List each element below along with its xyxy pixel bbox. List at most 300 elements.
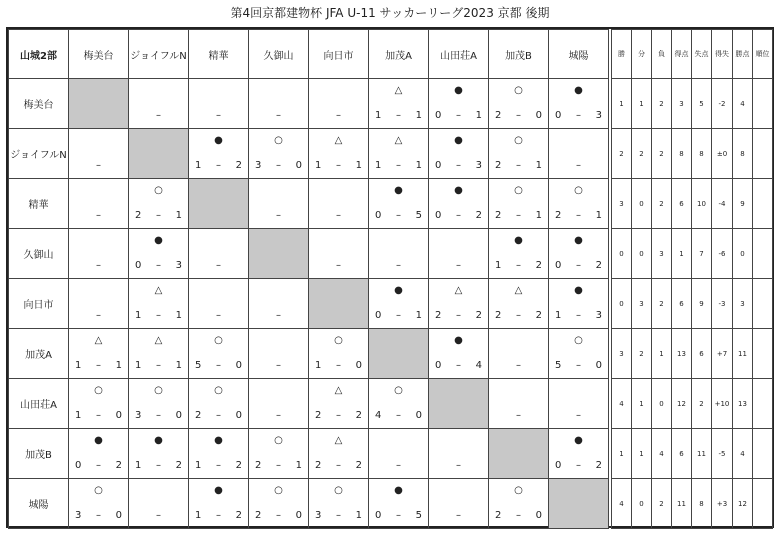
standings-row bbox=[612, 229, 773, 279]
stat-header: 勝点 bbox=[733, 30, 753, 79]
score-separator: – bbox=[456, 110, 461, 121]
stat-value: 11 bbox=[692, 429, 712, 479]
result-cell bbox=[429, 79, 489, 129]
score-for: 2 bbox=[195, 410, 202, 421]
result-symbol: ● bbox=[574, 85, 583, 96]
match-score bbox=[189, 360, 248, 371]
result-cell bbox=[129, 229, 189, 279]
matrix-row bbox=[9, 429, 609, 479]
score-separator: – bbox=[396, 210, 401, 221]
result-symbol: △ bbox=[394, 85, 403, 96]
result-symbol: ○ bbox=[514, 85, 523, 96]
result-cell bbox=[69, 379, 129, 429]
result-cell bbox=[429, 279, 489, 329]
result-symbol: △ bbox=[514, 285, 523, 296]
score-against: 2 bbox=[355, 410, 362, 421]
stat-value: ±0 bbox=[712, 129, 733, 179]
row-header-team: 城陽 bbox=[9, 479, 69, 529]
self-match-cell bbox=[69, 79, 129, 129]
no-match-dash: – bbox=[96, 310, 101, 321]
result-cell bbox=[489, 129, 549, 179]
score-for: 2 bbox=[315, 460, 322, 471]
result-cell bbox=[249, 179, 309, 229]
stat-value: 1 bbox=[612, 429, 632, 479]
result-cell bbox=[69, 229, 129, 279]
result-cell bbox=[489, 79, 549, 129]
result-cell bbox=[429, 429, 489, 479]
score-for: 0 bbox=[435, 360, 442, 371]
result-symbol: △ bbox=[454, 285, 463, 296]
standings-row bbox=[612, 379, 773, 429]
score-against: 2 bbox=[235, 510, 242, 521]
score-against: 0 bbox=[115, 510, 122, 521]
stat-value: +3 bbox=[712, 479, 733, 529]
no-match-dash: – bbox=[516, 360, 521, 371]
self-match-cell bbox=[429, 379, 489, 429]
result-cell bbox=[309, 429, 369, 479]
score-separator: – bbox=[516, 160, 521, 171]
score-for: 0 bbox=[375, 310, 382, 321]
result-cell bbox=[189, 279, 249, 329]
score-separator: – bbox=[516, 210, 521, 221]
stat-value: 0 bbox=[632, 179, 652, 229]
score-against: 2 bbox=[235, 460, 242, 471]
stat-value: 2 bbox=[632, 329, 652, 379]
result-cell bbox=[249, 279, 309, 329]
column-header-team: 向日市 bbox=[309, 30, 369, 79]
score-separator: – bbox=[456, 210, 461, 221]
result-cell bbox=[189, 129, 249, 179]
stat-value bbox=[753, 279, 773, 329]
score-separator: – bbox=[156, 460, 161, 471]
result-cell bbox=[189, 429, 249, 479]
score-separator: – bbox=[216, 510, 221, 521]
score-for: 1 bbox=[195, 510, 202, 521]
row-header-team: 加茂B bbox=[9, 429, 69, 479]
match-score bbox=[309, 460, 368, 471]
result-cell bbox=[249, 479, 309, 529]
matrix-row bbox=[9, 479, 609, 529]
match-score bbox=[309, 410, 368, 421]
score-against: 1 bbox=[175, 360, 182, 371]
self-match-cell bbox=[189, 179, 249, 229]
score-separator: – bbox=[456, 310, 461, 321]
result-symbol: ● bbox=[154, 435, 163, 446]
result-symbol: ● bbox=[394, 285, 403, 296]
score-against: 1 bbox=[415, 160, 422, 171]
score-for: 2 bbox=[495, 310, 502, 321]
result-cell bbox=[429, 179, 489, 229]
result-symbol: △ bbox=[154, 285, 163, 296]
stat-value: 8 bbox=[692, 479, 712, 529]
match-score bbox=[69, 360, 128, 371]
match-score bbox=[69, 460, 128, 471]
score-separator: – bbox=[336, 460, 341, 471]
score-for: 1 bbox=[75, 360, 82, 371]
stat-value: 3 bbox=[632, 279, 652, 329]
stat-value: 9 bbox=[692, 279, 712, 329]
matrix-row bbox=[9, 379, 609, 429]
result-cell bbox=[369, 129, 429, 179]
standings-row bbox=[612, 329, 773, 379]
score-for: 2 bbox=[135, 210, 142, 221]
score-for: 2 bbox=[315, 410, 322, 421]
match-score bbox=[129, 310, 188, 321]
matrix-row bbox=[9, 229, 609, 279]
stat-value: 3 bbox=[652, 229, 672, 279]
score-against: 0 bbox=[535, 510, 542, 521]
score-for: 1 bbox=[375, 160, 382, 171]
result-cell bbox=[549, 279, 609, 329]
match-score bbox=[549, 310, 608, 321]
score-against: 1 bbox=[295, 460, 302, 471]
no-match-dash: – bbox=[276, 210, 281, 221]
score-separator: – bbox=[456, 160, 461, 171]
result-cell bbox=[129, 179, 189, 229]
match-score bbox=[369, 210, 428, 221]
result-cell bbox=[429, 329, 489, 379]
match-score bbox=[489, 260, 548, 271]
result-cell bbox=[369, 379, 429, 429]
match-score bbox=[549, 210, 608, 221]
stat-value: 6 bbox=[692, 329, 712, 379]
result-cell bbox=[309, 479, 369, 529]
no-match-dash: – bbox=[96, 210, 101, 221]
stat-value bbox=[753, 129, 773, 179]
result-symbol: ● bbox=[154, 235, 163, 246]
match-score bbox=[69, 410, 128, 421]
no-match-dash: – bbox=[156, 110, 161, 121]
score-separator: – bbox=[576, 360, 581, 371]
score-for: 1 bbox=[555, 310, 562, 321]
result-symbol: ○ bbox=[514, 485, 523, 496]
stat-value bbox=[753, 329, 773, 379]
score-for: 3 bbox=[75, 510, 82, 521]
stat-value: 0 bbox=[652, 379, 672, 429]
score-against: 3 bbox=[595, 110, 602, 121]
score-against: 0 bbox=[295, 160, 302, 171]
stat-value: 3 bbox=[612, 179, 632, 229]
score-against: 5 bbox=[415, 510, 422, 521]
score-for: 2 bbox=[255, 510, 262, 521]
score-against: 2 bbox=[115, 460, 122, 471]
score-against: 0 bbox=[115, 410, 122, 421]
stat-value: 4 bbox=[652, 429, 672, 479]
score-against: 0 bbox=[355, 360, 362, 371]
score-against: 2 bbox=[535, 310, 542, 321]
score-separator: – bbox=[156, 310, 161, 321]
self-match-cell bbox=[549, 479, 609, 529]
no-match-dash: – bbox=[276, 110, 281, 121]
result-symbol: ● bbox=[394, 185, 403, 196]
result-cell bbox=[369, 429, 429, 479]
matrix-row bbox=[9, 79, 609, 129]
score-separator: – bbox=[216, 360, 221, 371]
result-cell bbox=[249, 429, 309, 479]
score-separator: – bbox=[516, 110, 521, 121]
result-cell bbox=[189, 329, 249, 379]
stat-value: 2 bbox=[632, 129, 652, 179]
score-for: 1 bbox=[375, 110, 382, 121]
stat-value: 3 bbox=[612, 329, 632, 379]
score-against: 2 bbox=[235, 160, 242, 171]
match-score bbox=[429, 210, 488, 221]
no-match-dash: – bbox=[216, 110, 221, 121]
result-symbol: ○ bbox=[514, 185, 523, 196]
score-for: 2 bbox=[495, 210, 502, 221]
stat-header: 順位 bbox=[753, 30, 773, 79]
match-score bbox=[249, 510, 308, 521]
stat-value: 2 bbox=[652, 129, 672, 179]
match-score bbox=[69, 510, 128, 521]
result-cell bbox=[309, 129, 369, 179]
result-symbol: ● bbox=[454, 135, 463, 146]
self-match-cell bbox=[369, 329, 429, 379]
stat-value: 1 bbox=[632, 379, 652, 429]
score-against: 1 bbox=[175, 310, 182, 321]
result-cell bbox=[549, 379, 609, 429]
match-score bbox=[429, 310, 488, 321]
score-separator: – bbox=[516, 260, 521, 271]
standings-row bbox=[612, 479, 773, 529]
stat-header: 勝 bbox=[612, 30, 632, 79]
standings-row bbox=[612, 279, 773, 329]
match-score bbox=[429, 160, 488, 171]
result-cell bbox=[549, 129, 609, 179]
score-against: 1 bbox=[115, 360, 122, 371]
match-score bbox=[549, 360, 608, 371]
stat-value: 4 bbox=[612, 479, 632, 529]
result-cell bbox=[129, 329, 189, 379]
score-separator: – bbox=[576, 260, 581, 271]
stat-value: 0 bbox=[733, 229, 753, 279]
score-separator: – bbox=[576, 110, 581, 121]
score-against: 2 bbox=[475, 210, 482, 221]
result-symbol: ○ bbox=[154, 185, 163, 196]
match-score bbox=[309, 360, 368, 371]
score-against: 2 bbox=[535, 260, 542, 271]
result-cell bbox=[309, 79, 369, 129]
stat-value: 2 bbox=[652, 479, 672, 529]
result-cell bbox=[309, 229, 369, 279]
score-against: 0 bbox=[235, 410, 242, 421]
result-cell bbox=[369, 179, 429, 229]
score-separator: – bbox=[576, 210, 581, 221]
match-score bbox=[369, 310, 428, 321]
result-cell bbox=[429, 129, 489, 179]
stat-value: 1 bbox=[652, 329, 672, 379]
score-for: 0 bbox=[375, 510, 382, 521]
result-symbol: △ bbox=[394, 135, 403, 146]
stat-value: 8 bbox=[672, 129, 692, 179]
score-against: 1 bbox=[595, 210, 602, 221]
match-score bbox=[489, 110, 548, 121]
row-header-team: 向日市 bbox=[9, 279, 69, 329]
stat-value: 0 bbox=[612, 279, 632, 329]
stat-value: 1 bbox=[672, 229, 692, 279]
row-header-team: 山田荘A bbox=[9, 379, 69, 429]
score-separator: – bbox=[396, 310, 401, 321]
match-score bbox=[489, 510, 548, 521]
match-score bbox=[129, 210, 188, 221]
no-match-dash: – bbox=[576, 160, 581, 171]
score-against: 1 bbox=[355, 510, 362, 521]
score-for: 0 bbox=[135, 260, 142, 271]
result-cell bbox=[309, 379, 369, 429]
result-cell bbox=[309, 179, 369, 229]
stat-value: 4 bbox=[733, 79, 753, 129]
score-against: 1 bbox=[355, 160, 362, 171]
stat-value: -2 bbox=[712, 79, 733, 129]
result-symbol: ○ bbox=[274, 135, 283, 146]
standings-table bbox=[611, 29, 773, 529]
score-separator: – bbox=[336, 510, 341, 521]
stat-value: 2 bbox=[652, 279, 672, 329]
column-header-team: 加茂B bbox=[489, 30, 549, 79]
score-for: 1 bbox=[495, 260, 502, 271]
match-score bbox=[129, 460, 188, 471]
result-symbol: ● bbox=[514, 235, 523, 246]
result-symbol: ● bbox=[214, 435, 223, 446]
matrix-row bbox=[9, 279, 609, 329]
score-for: 1 bbox=[315, 160, 322, 171]
score-for: 2 bbox=[255, 460, 262, 471]
score-separator: – bbox=[156, 260, 161, 271]
result-cell bbox=[189, 229, 249, 279]
standings-row bbox=[612, 79, 773, 129]
no-match-dash: – bbox=[276, 410, 281, 421]
stat-value bbox=[753, 379, 773, 429]
match-score bbox=[369, 510, 428, 521]
row-header-team: ジョイフルN bbox=[9, 129, 69, 179]
score-for: 5 bbox=[195, 360, 202, 371]
score-for: 0 bbox=[555, 260, 562, 271]
self-match-cell bbox=[489, 429, 549, 479]
result-cell bbox=[69, 429, 129, 479]
result-symbol: ○ bbox=[574, 335, 583, 346]
match-score bbox=[429, 110, 488, 121]
stat-header: 負 bbox=[652, 30, 672, 79]
result-symbol: ● bbox=[574, 235, 583, 246]
no-match-dash: – bbox=[156, 510, 161, 521]
stat-value: +7 bbox=[712, 329, 733, 379]
no-match-dash: – bbox=[336, 110, 341, 121]
column-header-team: 山田荘A bbox=[429, 30, 489, 79]
no-match-dash: – bbox=[336, 260, 341, 271]
matrix-row bbox=[9, 129, 609, 179]
stat-value: 13 bbox=[733, 379, 753, 429]
result-cell bbox=[69, 179, 129, 229]
score-for: 2 bbox=[495, 510, 502, 521]
result-cell bbox=[429, 479, 489, 529]
stat-header: 得失 bbox=[712, 30, 733, 79]
result-symbol: ● bbox=[454, 335, 463, 346]
result-cell bbox=[189, 379, 249, 429]
score-against: 3 bbox=[475, 160, 482, 171]
result-symbol: △ bbox=[94, 335, 103, 346]
matrix-row bbox=[9, 329, 609, 379]
result-symbol: ○ bbox=[514, 135, 523, 146]
match-score bbox=[129, 410, 188, 421]
row-header-team: 加茂A bbox=[9, 329, 69, 379]
self-match-cell bbox=[309, 279, 369, 329]
stat-value: 7 bbox=[692, 229, 712, 279]
score-for: 1 bbox=[195, 160, 202, 171]
self-match-cell bbox=[129, 129, 189, 179]
result-symbol: ○ bbox=[94, 385, 103, 396]
column-header-team: 城陽 bbox=[549, 30, 609, 79]
score-separator: – bbox=[216, 460, 221, 471]
result-symbol: ● bbox=[214, 135, 223, 146]
result-symbol: ○ bbox=[94, 485, 103, 496]
score-separator: – bbox=[276, 510, 281, 521]
result-cell bbox=[489, 279, 549, 329]
no-match-dash: – bbox=[276, 310, 281, 321]
score-for: 3 bbox=[255, 160, 262, 171]
result-symbol: △ bbox=[334, 135, 343, 146]
standings-row bbox=[612, 129, 773, 179]
score-against: 2 bbox=[595, 460, 602, 471]
result-cell bbox=[549, 329, 609, 379]
match-score bbox=[189, 410, 248, 421]
score-separator: – bbox=[336, 360, 341, 371]
result-cell bbox=[549, 229, 609, 279]
stat-value: 2 bbox=[612, 129, 632, 179]
stat-value: 5 bbox=[692, 79, 712, 129]
stat-value: +10 bbox=[712, 379, 733, 429]
score-separator: – bbox=[216, 160, 221, 171]
score-separator: – bbox=[396, 510, 401, 521]
result-cell bbox=[489, 329, 549, 379]
score-against: 2 bbox=[355, 460, 362, 471]
match-score bbox=[369, 410, 428, 421]
result-cell bbox=[189, 79, 249, 129]
result-symbol: ○ bbox=[574, 185, 583, 196]
score-separator: – bbox=[156, 410, 161, 421]
match-score bbox=[369, 160, 428, 171]
result-cell bbox=[249, 129, 309, 179]
stat-value: 6 bbox=[672, 279, 692, 329]
result-cell bbox=[549, 179, 609, 229]
result-symbol: ● bbox=[454, 185, 463, 196]
result-cell bbox=[69, 279, 129, 329]
match-score bbox=[309, 510, 368, 521]
stat-value: 11 bbox=[733, 329, 753, 379]
match-score bbox=[489, 310, 548, 321]
score-separator: – bbox=[396, 160, 401, 171]
no-match-dash: – bbox=[216, 260, 221, 271]
stat-value bbox=[753, 479, 773, 529]
score-separator: – bbox=[516, 310, 521, 321]
column-header-team: 久御山 bbox=[249, 30, 309, 79]
match-score bbox=[189, 460, 248, 471]
score-against: 1 bbox=[475, 110, 482, 121]
score-for: 1 bbox=[195, 460, 202, 471]
standings-row bbox=[612, 429, 773, 479]
result-cell bbox=[129, 79, 189, 129]
column-header-team: 精華 bbox=[189, 30, 249, 79]
match-score bbox=[189, 160, 248, 171]
result-symbol: ○ bbox=[154, 385, 163, 396]
score-for: 1 bbox=[135, 360, 142, 371]
score-for: 1 bbox=[315, 360, 322, 371]
stat-value bbox=[753, 179, 773, 229]
result-cell bbox=[489, 179, 549, 229]
result-cell bbox=[489, 229, 549, 279]
result-symbol: △ bbox=[154, 335, 163, 346]
stat-value: 1 bbox=[632, 429, 652, 479]
no-match-dash: – bbox=[396, 460, 401, 471]
